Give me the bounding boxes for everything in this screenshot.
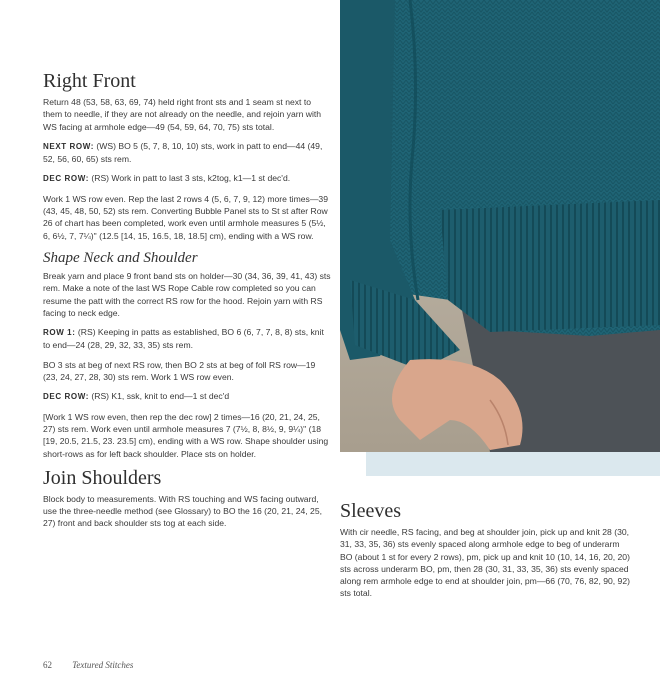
shape-neck-para-5: [Work 1 WS row even, then rep the dec row] 2 times—16 (20, 21, 24, 25, 27) sts rem. Work even until armhole measures 7 (7½, 8, 8½, 9, 9¼)" (18 [19, 20.5, 21.5, 23. 23.5] cm), ending with a WS row. Shape shoulder using short-rows as for left back shoulder. Place sts on holder. [43, 411, 329, 459]
row-text: (RS) Work in patt to last 3 sts, k2tog, k1—1 st dec'd. [88, 173, 291, 184]
right-front-heading: Right Front [43, 70, 136, 92]
sleeves-heading: Sleeves [340, 500, 402, 522]
row-label: NEXT ROW: [43, 141, 95, 151]
shape-neck-row-1 [43, 326, 331, 352]
join-shoulders-para-1: Block body to measurements. With RS touching and WS facing outward, use the three-needle method (see Glossary) to BO the 16 (20, 21, 24, 25, 27) front and back shoulder sts tog at each side. [43, 493, 322, 529]
row-text: (WS) BO 5 (5, 7, 8, 10, 10) sts, work in patt to end—44 (49, 52, 56, 60, 65) sts rem. [43, 140, 323, 165]
shape-neck-para-1: Break yarn and place 9 front band sts on holder—30 (34, 36, 39, 41, 43) sts rem. Make a note of the last WS Rope Cable row completed so you can resume the patt with the correct RS row for the hood. Rejoin yarn with RS facing to neck edge. [43, 270, 331, 318]
right-front-next-row [43, 140, 331, 166]
row-label: DEC ROW: [43, 174, 89, 184]
book-title: Textured Stitches [72, 660, 134, 670]
row-text: (RS) Keeping in patts as established, BO 6 (6, 7, 7, 8, 8) sts, knit to end—24 (28, 29, 32, 33, 35) sts rem. [43, 327, 324, 351]
row-label: DEC ROW: [43, 392, 89, 402]
row-text: (RS) K1, ssk, knit to end—1 st dec'd [88, 391, 230, 402]
shape-neck-heading: Shape Neck and Shoulder [43, 249, 198, 266]
sweater-photo [340, 0, 660, 452]
row-label: ROW 1: [43, 328, 76, 338]
photo-accent-bar [366, 452, 660, 476]
page-footer [43, 660, 133, 670]
join-shoulders-heading: Join Shoulders [43, 466, 162, 489]
shape-neck-dec-row [43, 390, 331, 403]
sleeves-para-1: With cir needle, RS facing, and beg at shoulder join, pick up and knit 28 (30, 31, 33, 35, 36) sts evenly spaced along armhole edge to beg of underarm BO (about 1 st for every 2 rows), pm, pick up and knit 10 (10, 14, 16, 20, 20) sts across underarm BO, pm, then 28 (30, 31, 33, 35, 36) sts evenly spaced along rem armhole edge to end at shoulder join, pm—66 (70, 76, 82, 90, 92) sts total. [340, 527, 630, 599]
sweater-illustration [340, 0, 660, 452]
right-front-dec-row [43, 172, 331, 185]
right-front-para-1: Return 48 (53, 58, 63, 69, 74) held right front sts and 1 seam st next to them to needle, if they are not already on the needle, and rejoin yarn with WS facing at armhole edge—49 (54, 59, 64, 70, 75) sts total. [43, 97, 322, 132]
right-column [340, 500, 630, 607]
shape-neck-para-3: BO 3 sts at beg of next RS row, then BO 2 sts at beg of foll RS row—19 (23, 24, 27, 28, 30) sts rem. Work 1 WS row even. [43, 359, 316, 383]
page-number: 62 [43, 660, 52, 670]
left-column [43, 70, 331, 537]
right-front-para-4: Work 1 WS row even. Rep the last 2 rows 4 (5, 6, 7, 9, 12) more times—39 (43, 45, 48, 50, 52) sts rem. Converting Bubble Panel sts to St st after Row 26 of chart has been completed, work even until armhole measures 5 (5½, 6, 6½, 7, 7¼)" (12.5 [14, 15, 16.5, 18, 18.5] cm), ending with a WS row. [43, 193, 328, 241]
